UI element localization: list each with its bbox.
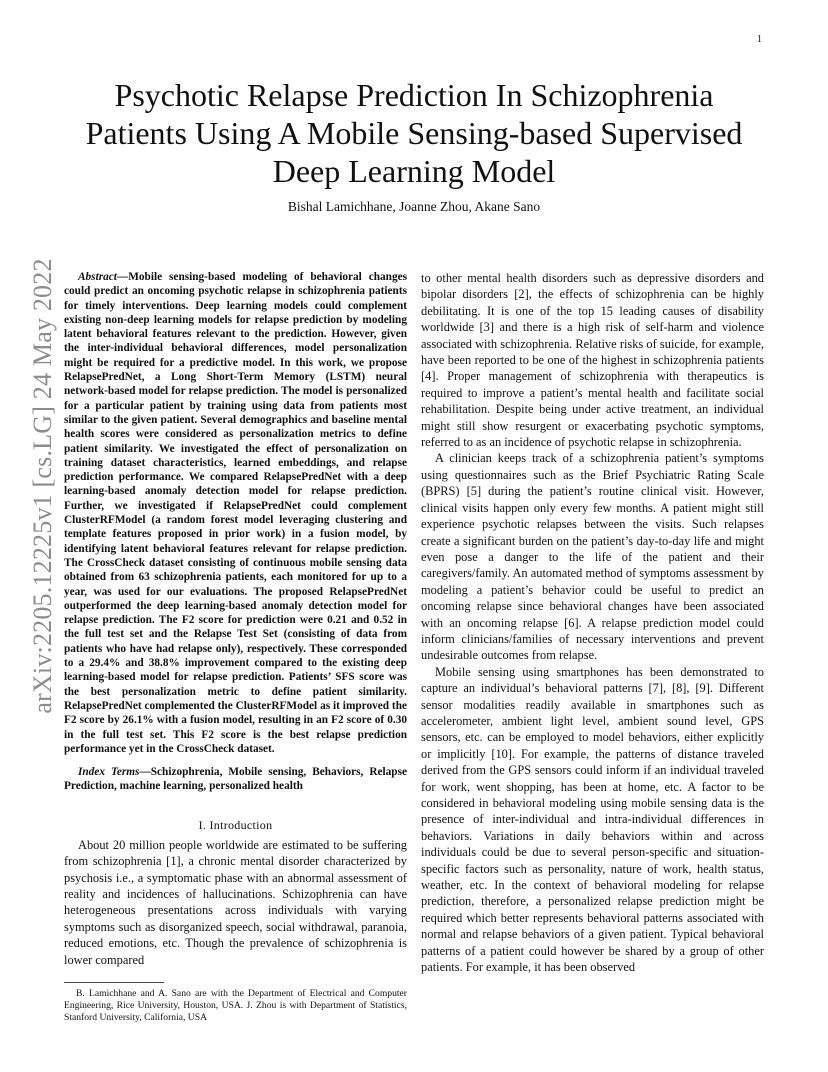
footnote: B. Lamichhane and A. Sano are with the Department of Electrical and Computer Engineering, Rice University, Houston, USA. J. Zhou is with Department of Statistics, Stanford University, California, USA — [64, 987, 407, 1023]
abstract-text: —Mobile sensing-based modeling of behavioral changes could predict an oncoming psychotic relapse in schizophrenia patients for timely interventions. Deep learning models could complement existing non-deep learning models for relapse prediction by modeling latent behavioral features relevant to the prediction. However, given the inter-individual behavioral differences, model personalization might be required for a predictive model. In this work, we propose RelapsePredNet, a Long Short-Term Memory (LSTM) neural network-based model for relapse prediction. The model is personalized for a particular patient by training using data from patients most similar to the given patient. Several demographics and baseline mental health scores were considered as personalization metrics to define patient similarity. We investigated the effect of personalization on training dataset characteristics, learned embeddings, and relapse prediction performance. We compared RelapsePredNet with a deep learning-based anomaly detection model for relapse prediction. Further, we investigated if RelapsePredNet could complement ClusterRFModel (a random forest model leveraging clustering and template features proposed in prior work) in a fusion model, by identifying latent behavioral features relevant for relapse prediction. The CrossCheck dataset consisting of continuous mobile sensing data obtained from 63 schizophrenia patients, each monitored for up to a year, was used for our evaluations. The proposed RelapsePredNet outperformed the deep learning-based anomaly detection model for relapse prediction. The F2 score for prediction were 0.21 and 0.52 in the full test set and the Relapse Test Set (consisting of data from patients who have had relapse only), respectively. These corresponded to a 29.4% and 38.8% improvement compared to the existing deep learning-based model for relapse prediction. Patients’ SFS score was the best personalization metric to define patient similarity. RelapsePredNet complemented the ClusterRFModel as it improved the F2 score by 26.1% with a fusion model, resulting in an F2 score of 0.30 in the full test set. This F2 score is the best relapse prediction performance yet in the CrossCheck dataset. — [64, 271, 407, 755]
body-paragraph: Mobile sensing using smartphones has been demonstrated to capture an individual’s behavioral patterns [7], [8], [9]. Different sensor modalities readily available in smartphones such as accelerometer, ambient light level, ambient sound level, GPS sensors, etc. can be employed to model behaviors, either explicitly or implicitly [10]. For example, the patterns of distance traveled derived from the GPS sensors could inform if an individual traveled for work, went shopping, has been at home, etc. A factor to be considered in behavioral modeling using mobile sensing data is the presence of inter-individual and intra-individual differences in behaviors. Variations in daily behaviors within and across individuals could be due to several person-specific and situation-specific factors such as personality, nature of work, health status, weather, etc. In the context of behavioral modeling for relapse prediction, therefore, a personalized relapse prediction might be required which better represents behavioral patterns associated with normal and relapse behaviors of a given patient. Typical behavioral patterns of a patient could however be shared by a group of other patients. For example, it has been observed — [421, 664, 764, 975]
abstract — [64, 270, 407, 756]
body-paragraph: to other mental health disorders such as depressive disorders and bipolar disorders [2], the effects of schizophrenia can be highly debilitating. It is one of the top 15 leading causes of disability worldwide [3] and there is a high risk of self-harm and violence associated with schizophrenia. Relative risks of suicide, for example, have been reported to be one of the highest in schizophrenia patients [4]. Proper management of schizophrenia with therapeutics is required to improve a patient’s mental health and facilitate social rehabilitation. Despite being under active treatment, an individual might still show resurgent or exacerbating psychotic symptoms, referred to as an incidence of psychotic relapse in schizophrenia. — [421, 271, 764, 450]
page-number: 1 — [757, 34, 762, 45]
body-paragraph: A clinician keeps track of a schizophrenia patient’s symptoms using questionnaires such as the Brief Psychiatric Rating Scale (BPRS) [5] during the patient’s routine clinical visit. However, clinical visits happen only every few months. A patient might still experience psychotic relapses between the visits. Such relapses create a significant burden on the patient’s day-to-day life and might even pose a danger to the life of the patient and their caregivers/family. An automated method of symptoms assessment by modeling a patient’s behavior could be useful to predict an oncoming relapse since behavioral changes have been associated with an oncoming relapse [6]. A relapse prediction model could inform clinicians/families of necessary interventions and prevent undesirable outcomes from relapse. — [421, 451, 764, 663]
abstract-lead: Abstract — [78, 271, 117, 283]
intro-paragraph: About 20 million people worldwide are estimated to be suffering from schizophrenia [1], a chronic mental disorder characterized by psychosis i.e., a symptomatic phase with an abnormal assessment of reality and incidences of hallucinations. Schizophrenia can have heterogeneous presentations across individuals with varying symptoms such as disorganized speech, social withdrawal, paranoia, reduced emotions, etc. Though the prevalence of schizophrenia is lower compared — [64, 837, 407, 967]
left-column — [64, 270, 407, 1024]
index-terms-lead: Index Terms — [78, 766, 140, 779]
paper-title: Psychotic Relapse Prediction In Schizophrenia Patients Using A Mobile Sensing-based Supervised Deep Learning Model — [85, 77, 743, 189]
index-terms — [64, 765, 407, 794]
arxiv-stamp: arXiv:2205.12225v1 [cs.LG] 24 May 2022 — [28, 258, 57, 714]
right-column — [421, 270, 764, 975]
paper-authors: Bishal Lamichhane, Joanne Zhou, Akane Sano — [287, 199, 541, 214]
section-heading-introduction: I. Introduction — [198, 817, 273, 832]
footnote-rule — [64, 982, 164, 983]
index-terms-text: —Schizophrenia, Mobile sensing, Behaviors, Relapse Prediction, machine learning, personalized health — [64, 766, 407, 793]
